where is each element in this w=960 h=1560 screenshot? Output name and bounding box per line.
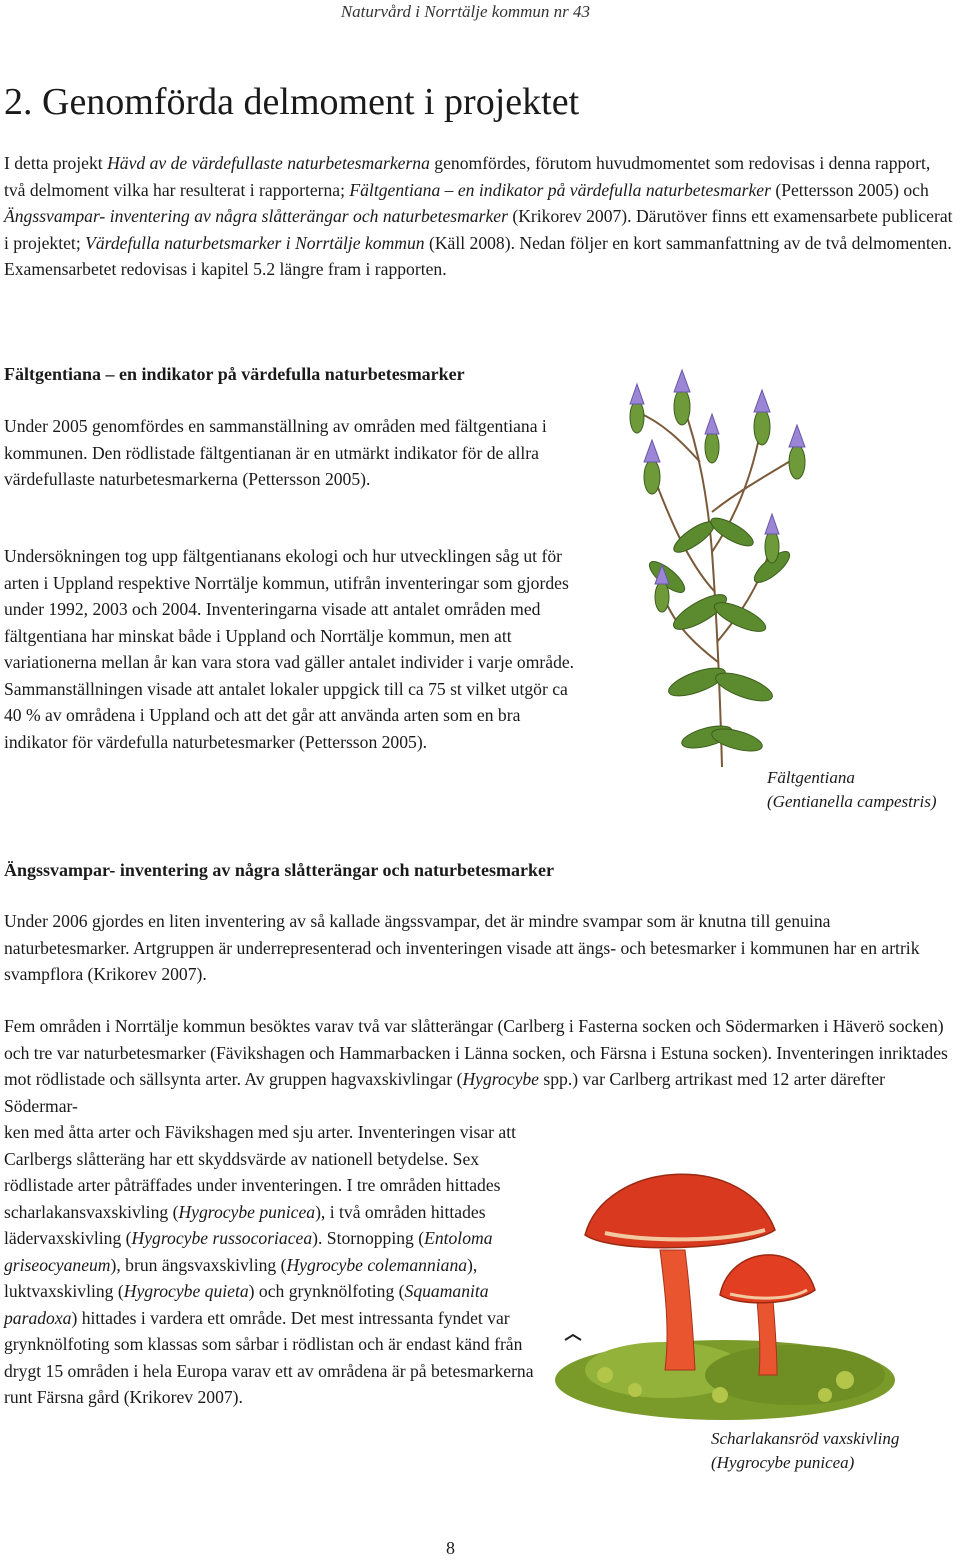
svamp-heading: Ängssvampar- inventering av några slåtterängar och naturbetesmarker bbox=[4, 860, 554, 880]
gentiana-caption bbox=[767, 766, 937, 814]
svamp-paragraph-2: Fem områden i Norrtälje kommun besöktes varav två var slåtterängar (Carlberg i Fasterna socken och Södermarken i Häverö socken) och tre var naturbetesmarker (Fävikshagen och Hammarbacken i Länna socken, och Färsna i Estuna socken). Inventeringen inriktades mot rödlistade och sällsynta arter. Av gruppen hagvaxskivlingar (Hygrocybe spp.) var Carlberg artrikast med 12 arter därefter Södermar- bbox=[4, 1016, 948, 1116]
gentiana-caption-latin: (Gentianella campestris) bbox=[767, 792, 937, 811]
gentiana-caption-name: Fältgentiana bbox=[767, 768, 855, 787]
svamp-paragraph-1: Under 2006 gjordes en liten inventering av så kallade ängssvampar, det är mindre svampar som är knutna till genuina naturbetesmarker. Artgruppen är underrepresenterad och inventeringen visade att ängs- och betesmarker i kommunen har en artrik svampflora (Krikorev 2007). bbox=[4, 911, 920, 984]
running-header: Naturvård i Norrtälje kommun nr 43 bbox=[340, 2, 590, 21]
mushroom-caption-name: Scharlakansröd vaxskivling bbox=[711, 1429, 900, 1448]
gentiana-heading: Fältgentiana – en indikator på värdefulla naturbetesmarker bbox=[4, 364, 465, 384]
page-title: 2. Genomförda delmoment i projektet bbox=[4, 81, 580, 123]
mushroom-caption-latin: (Hygrocybe punicea) bbox=[711, 1453, 855, 1472]
svamp-paragraph-3: ken med åtta arter och Fävikshagen med sju arter. Inventeringen visar att Carlbergs slåtteräng har ett skyddsvärde av nationell betydelse. Sex rödlistade arter påträffades under inventeringen. I tre områden hittades scharlakansvaxskivling (Hygrocybe punicea), i två områden hittades lädervaxskivling (Hygrocybe russocoriacea). Stornopping (Entoloma griseocyaneum), brun ängsvaxskivling (Hygrocybe colemanniana), luktvaxskivling (Hygrocybe quieta) och grynknölfoting (Squamanita paradoxa) hittades i vardera ett område. Det mest intressanta fyndet var grynknölfoting som klassas som sårbar i rödlistan och är endast känd från drygt 15 områden i hela Europa varav ett av områdena är på betesmarkerna runt Färsna gård (Krikorev 2007). bbox=[4, 1122, 534, 1407]
gentiana-paragraph-2: Undersökningen tog upp fältgentianans ekologi och hur utvecklingen såg ut för arten i Uppland respektive Norrtälje kommun, utifrån inventeringar som gjordes under 1992, 2003 och 2004. Inventeringarna visade att antalet områden med fältgentiana har minskat både i Uppland och Norrtälje kommun, men att variationerna mellan år kan vara stora vad gäller antalet individer i varje område. Sammanställningen visade att antalet lokaler uppgick till ca 75 st vilket utgör ca 40 % av områdena i Uppland och att det går att använda arten som en bra indikator för värdefulla naturbetesmarker (Pettersson 2005). bbox=[4, 546, 575, 752]
intro-paragraph: I detta projekt Hävd av de värdefullaste naturbetesmarkerna genomfördes, förutom huvudmomentet som redovisas i denna rapport, två delmoment vilka har resulterat i rapporterna; Fältgentiana – en indikator på värdefulla naturbetesmarker (Pettersson 2005) och Ängssvampar- inventering av några slåtterängar och naturbetesmarker (Krikorev 2007). Därutöver finns ett examensarbete publicerat i projektet; Värdefulla naturbetsmarker i Norrtälje kommun (Käll 2008). Nedan följer en kort sammanfattning av de två delmomenten. Examensarbetet redovisas i kapitel 5.2 längre fram i rapporten. bbox=[4, 153, 953, 279]
mushroom-caption bbox=[711, 1427, 899, 1475]
gentiana-illustration bbox=[612, 362, 832, 772]
mushroom-illustration bbox=[545, 1140, 900, 1425]
page-number: 8 bbox=[446, 1538, 455, 1558]
gentiana-paragraph-1: Under 2005 genomfördes en sammanställning av områden med fältgentiana i kommunen. Den rödlistade fältgentianan är en utmärkt indikator för de allra värdefullaste naturbetesmarkerna (Pettersson 2005). bbox=[4, 416, 547, 489]
